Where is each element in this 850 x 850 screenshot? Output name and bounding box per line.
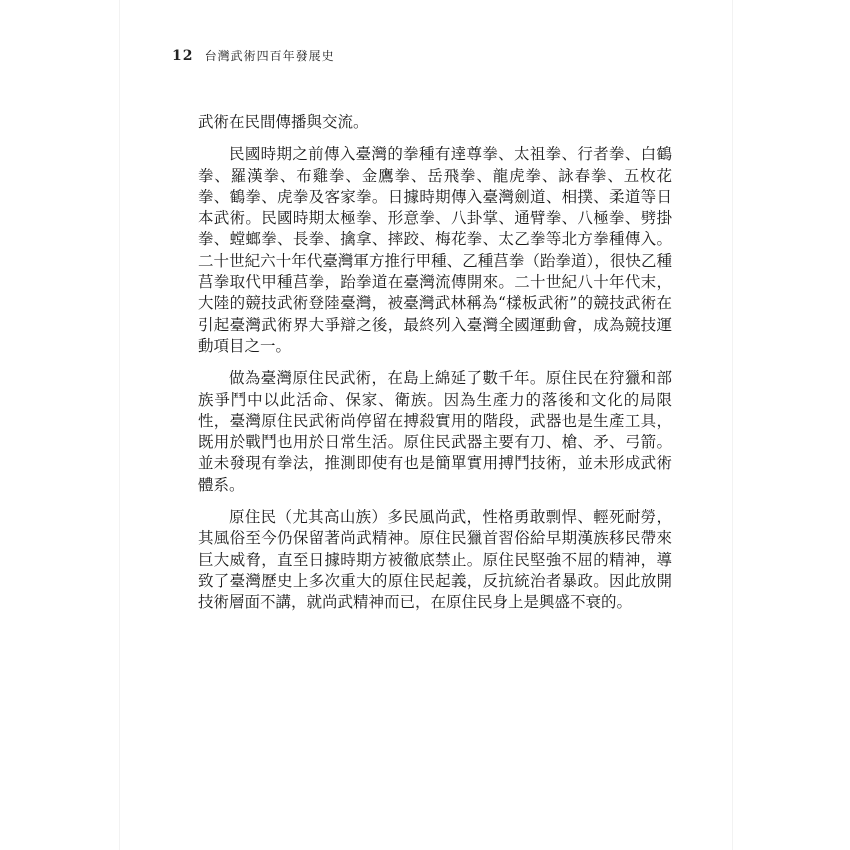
paragraph-4: 原住民（尤其高山族）多民風尚武，性格勇敢剽悍、輕死耐勞，其風俗至今仍保留著尚武精神。原住民獵首習俗給早期漢族移民帶來巨大威脅，直至日據時期方被徹底禁止。原住民堅強不屈的精神，導致了臺灣歷史上多次重大的原住民起義，反抗統治者暴政。因此放開技術層面不講，就尚武精神而已，在原住民身上是興盛不衰的。: [198, 508, 672, 612]
page-number: 12: [172, 48, 194, 64]
paragraph-1: 武術在民間傳播與交流。: [198, 113, 369, 131]
paragraph-3: 做為臺灣原住民武術，在島上綿延了數千年。原住民在狩獵和部族爭鬥中以此活命、保家、衛族。因為生產力的落後和文化的局限性，臺灣原住民武術尚停留在搏殺實用的階段，武器也是生產工具，既用於戰鬥也用於日常生活。原住民武器主要有刀、槍、矛、弓箭。並未發現有拳法，推測即使有也是簡單實用搏鬥技術，並未形成武術體系。: [198, 369, 672, 494]
book-title: 台灣武術四百年發展史: [204, 49, 335, 63]
paragraph-2: 民國時期之前傳入臺灣的拳種有達尊拳、太祖拳、行者拳、白鶴拳、羅漢拳、布雞拳、金鷹拳、岳飛拳、龍虎拳、詠春拳、五枚花拳、鶴拳、虎拳及客家拳。日據時期傳入臺灣劍道、相撲、柔道等日本武術。民國時期太極拳、形意拳、八卦掌、通臂拳、八極拳、劈掛拳、螳螂拳、長拳、擒拿、摔跤、梅花拳、太乙拳等北方拳種傳入。二十世紀六十年代臺灣軍方推行甲種、乙種莒拳（跆拳道），很快乙種莒拳取代甲種莒拳，跆拳道在臺灣流傳開來。二十世紀八十年代末，大陸的競技武術登陸臺灣，被臺灣武林稱為“樣板武術”的競技武術在引起臺灣武術界大爭辯之後，最終列入臺灣全國運動會，成為競技運動項目之一。: [198, 145, 672, 355]
book-page: [120, 0, 732, 850]
body-text: [198, 112, 672, 625]
running-head: [172, 45, 572, 69]
